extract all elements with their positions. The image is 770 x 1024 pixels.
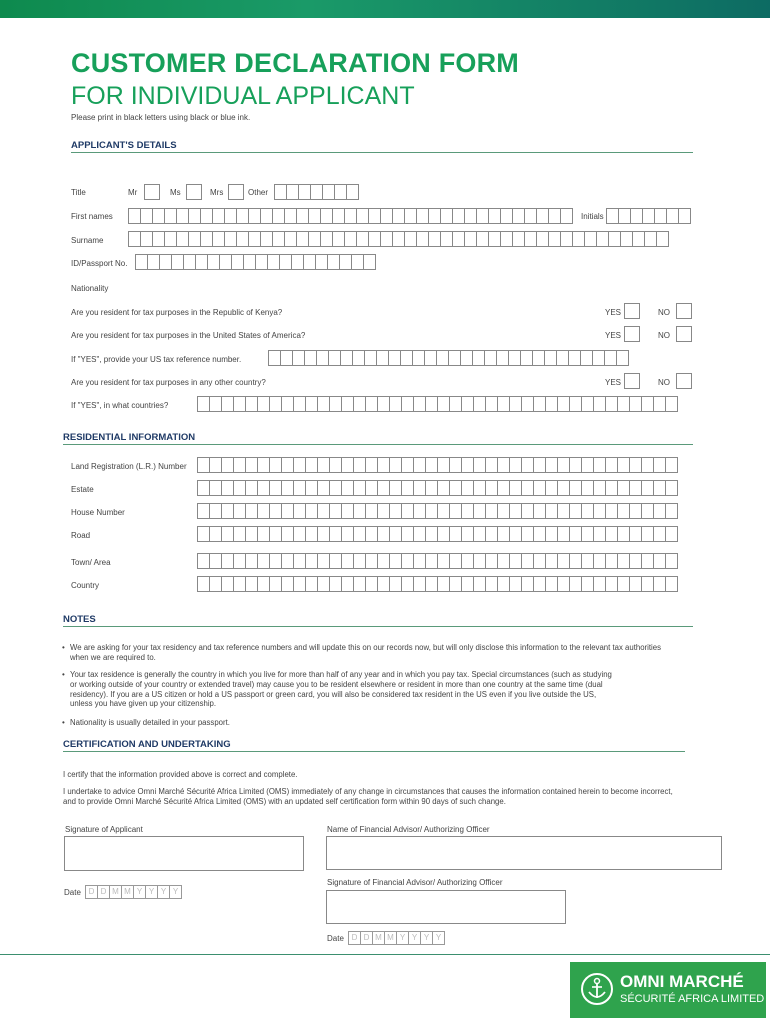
first-names-input[interactable] <box>128 208 572 224</box>
fa-name-label: Name of Financial Advisor/ Authorizing Officer <box>327 825 490 834</box>
fa-date-input[interactable]: D D M M Y Y Y Y <box>348 931 444 945</box>
undertake-text-2: and to provide Omni Marché Sécurité Africa Limited (OMS) with an updated self certification form within 90 days of such change. <box>63 797 506 806</box>
initials-label: Initials <box>581 212 604 221</box>
section-rule <box>71 152 693 153</box>
applicant-date-label: Date <box>64 888 81 897</box>
fa-signature-label: Signature of Financial Advisor/ Authorizing Officer <box>327 878 503 887</box>
undertake-text: I undertake to advice Omni Marché Sécurité Africa Limited (OMS) immediately of any change in circumstances that causes the information contained herein to become incorrect, <box>63 787 673 796</box>
note-item-3: • Nationality is usually detailed in your passport. <box>62 718 230 727</box>
other-no-label: NO <box>658 378 670 387</box>
kenya-resident-question: Are you resident for tax purposes in the Republic of Kenya? <box>71 308 283 317</box>
title-mr-label: Mr <box>128 188 138 197</box>
title-mrs-label: Mrs <box>210 188 224 197</box>
kenya-no-label: NO <box>658 308 670 317</box>
certify-text: I certify that the information provided above is correct and complete. <box>63 770 298 779</box>
title-ms-checkbox[interactable] <box>186 184 202 200</box>
country-input[interactable] <box>197 576 677 592</box>
lr-number-label: Land Registration (L.R.) Number <box>71 462 187 471</box>
us-tax-ref-input[interactable] <box>268 350 628 366</box>
fa-date-label: Date <box>327 934 344 943</box>
title-other-label: Other <box>248 188 269 197</box>
town-area-input[interactable] <box>197 553 677 569</box>
certification-heading: CERTIFICATION AND UNDERTAKING <box>63 739 231 750</box>
ink-instruction: Please print in black letters using black or blue ink. <box>71 113 251 122</box>
footer-rule <box>0 954 770 955</box>
applicant-details-heading: APPLICANT'S DETAILS <box>71 140 177 151</box>
applicant-date-input[interactable]: D D M M Y Y Y Y <box>85 885 181 899</box>
title-mr-checkbox[interactable] <box>144 184 160 200</box>
lr-number-input[interactable] <box>197 457 677 473</box>
road-label: Road <box>71 531 91 540</box>
us-resident-question: Are you resident for tax purposes in the United States of America? <box>71 331 306 340</box>
title-ms-label: Ms <box>170 188 181 197</box>
title-mrs-checkbox[interactable] <box>228 184 244 200</box>
town-area-label: Town/ Area <box>71 558 111 567</box>
surname-input[interactable] <box>128 231 668 247</box>
estate-input[interactable] <box>197 480 677 496</box>
us-no-label: NO <box>658 331 670 340</box>
us-yes-label: YES <box>605 331 622 340</box>
other-no-checkbox[interactable] <box>676 373 692 389</box>
residential-heading: RESIDENTIAL INFORMATION <box>63 432 196 443</box>
section-rule <box>63 444 693 445</box>
company-logo <box>570 962 766 1018</box>
notes-heading: NOTES <box>63 614 96 625</box>
other-countries-label: If "YES", in what countries? <box>71 401 169 410</box>
logo-name: OMNI MARCHÉ <box>620 972 744 991</box>
note-item-1: • We are asking for your tax residency and tax reference numbers and will update this on our records now, but will only disclose this information to the relevant tax authorities when we are required to. <box>62 643 661 662</box>
fa-signature-box[interactable] <box>326 890 566 924</box>
title-other-input[interactable] <box>274 184 358 200</box>
us-tax-ref-label: If "YES", provide your US tax reference number. <box>71 355 242 364</box>
house-number-input[interactable] <box>197 503 677 519</box>
us-yes-checkbox[interactable] <box>624 326 640 342</box>
id-passport-label: ID/Passport No. <box>71 259 128 268</box>
other-resident-question: Are you resident for tax purposes in any other country? <box>71 378 266 387</box>
title-label: Title <box>71 188 86 197</box>
fa-name-box[interactable] <box>326 836 722 870</box>
nationality-label: Nationality <box>71 284 109 293</box>
section-rule <box>63 751 685 752</box>
road-input[interactable] <box>197 526 677 542</box>
id-passport-input[interactable] <box>135 254 375 270</box>
house-number-label: House Number <box>71 508 125 517</box>
country-label: Country <box>71 581 100 590</box>
kenya-yes-checkbox[interactable] <box>624 303 640 319</box>
initials-input[interactable] <box>606 208 690 224</box>
kenya-no-checkbox[interactable] <box>676 303 692 319</box>
top-color-bar <box>0 0 770 18</box>
section-rule <box>63 626 693 627</box>
form-title: CUSTOMER DECLARATION FORM <box>71 48 519 78</box>
signature-applicant-label: Signature of Applicant <box>65 825 143 834</box>
estate-label: Estate <box>71 485 94 494</box>
other-countries-input[interactable] <box>197 396 677 412</box>
us-no-checkbox[interactable] <box>676 326 692 342</box>
other-yes-checkbox[interactable] <box>624 373 640 389</box>
note-item-2: • Your tax residence is generally the country in which you live for more than half of any year and in which you pay tax. Special circumstances (such as studying or working outside of your country or extended travel) may cause you to be resident elsewhere or resident in more than one country at the same time (dual residency). If you are a US citizen or hold a US passport or green card, you will also be considered tax resident in the US even if you live outside the US, unless you have given up your citizenship. <box>62 670 612 709</box>
first-names-label: First names <box>71 212 113 221</box>
form-subtitle: FOR INDIVIDUAL APPLICANT <box>71 82 415 110</box>
other-yes-label: YES <box>605 378 622 387</box>
surname-label: Surname <box>71 236 104 245</box>
logo-tagline: SÉCURITÉ AFRICA LIMITED <box>620 993 765 1005</box>
kenya-yes-label: YES <box>605 308 622 317</box>
signature-applicant-box[interactable] <box>64 836 304 871</box>
anchor-icon <box>580 972 614 1006</box>
